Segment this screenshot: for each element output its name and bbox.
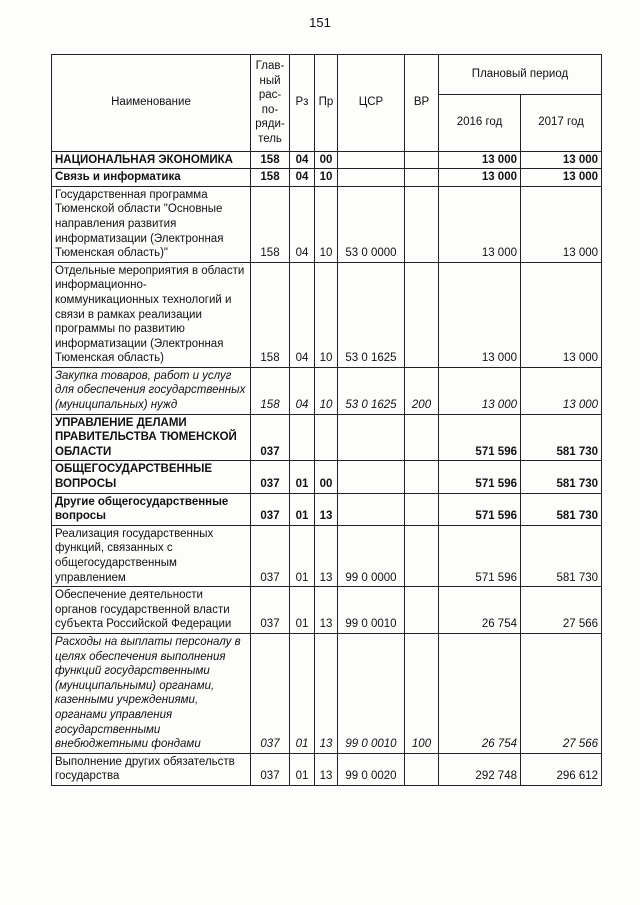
cell-csr: 99 0 0010: [338, 633, 405, 753]
header-rz: Рз: [290, 55, 315, 152]
cell-amount-2016: 13 000: [439, 262, 521, 367]
cell-amount-2017: 581 730: [521, 461, 602, 493]
cell-name: УПРАВЛЕНИЕ ДЕЛАМИ ПРАВИТЕЛЬСТВА ТЮМЕНСКОЙ ОБЛАСТИ: [52, 414, 251, 461]
cell-vr: [405, 753, 439, 785]
cell-rz: 01: [290, 587, 315, 634]
table-row: [52, 414, 602, 461]
cell-name: ОБЩЕГОСУДАРСТВЕННЫЕ ВОПРОСЫ: [52, 461, 251, 493]
cell-pr: 13: [315, 633, 338, 753]
cell-amount-2017: 27 566: [521, 633, 602, 753]
cell-chief-administrator: 158: [251, 186, 290, 262]
cell-chief-administrator: 158: [251, 262, 290, 367]
cell-amount-2016: 13 000: [439, 186, 521, 262]
cell-amount-2017: 13 000: [521, 169, 602, 187]
cell-chief-administrator: 037: [251, 753, 290, 785]
cell-amount-2016: 13 000: [439, 169, 521, 187]
header-vr: ВР: [405, 55, 439, 152]
table-row: [52, 753, 602, 785]
table-row: [52, 367, 602, 414]
cell-rz: 04: [290, 367, 315, 414]
cell-amount-2017: 296 612: [521, 753, 602, 785]
table-row: [52, 493, 602, 525]
cell-vr: [405, 151, 439, 169]
cell-csr: [338, 414, 405, 461]
cell-pr: 10: [315, 186, 338, 262]
cell-csr: [338, 493, 405, 525]
cell-chief-administrator: 037: [251, 414, 290, 461]
cell-rz: 04: [290, 151, 315, 169]
cell-csr: 99 0 0000: [338, 525, 405, 586]
table-row: [52, 525, 602, 586]
cell-pr: 13: [315, 493, 338, 525]
cell-amount-2017: 13 000: [521, 151, 602, 169]
cell-amount-2016: 571 596: [439, 525, 521, 586]
cell-chief-administrator: 037: [251, 633, 290, 753]
cell-csr: [338, 151, 405, 169]
cell-chief-administrator: 037: [251, 461, 290, 493]
cell-name: Связь и информатика: [52, 169, 251, 187]
header-plan-period: Плановый период: [439, 55, 602, 95]
cell-name: Другие общегосударственные вопросы: [52, 493, 251, 525]
cell-name: Закупка товаров, работ и услуг для обеспечения государственных (муниципальных) нужд: [52, 367, 251, 414]
cell-chief-administrator: 037: [251, 493, 290, 525]
table-row: [52, 633, 602, 753]
cell-amount-2017: 581 730: [521, 525, 602, 586]
budget-table: [51, 54, 602, 786]
cell-amount-2016: 26 754: [439, 587, 521, 634]
cell-pr: 10: [315, 169, 338, 187]
cell-name: Расходы на выплаты персоналу в целях обеспечения выполнения функций государственными (муниципальными) органами, казенными учреждениями, органами управления государственными внебюджетными фондами: [52, 633, 251, 753]
cell-amount-2016: 571 596: [439, 493, 521, 525]
cell-vr: [405, 186, 439, 262]
cell-rz: 01: [290, 753, 315, 785]
cell-name: Выполнение других обязательств государства: [52, 753, 251, 785]
cell-vr: 100: [405, 633, 439, 753]
cell-pr: 13: [315, 587, 338, 634]
cell-name: Отдельные мероприятия в области информационно-коммуникационных технологий и связи в рамках реализации программы по развитию информатизации (Электронная Тюменская область): [52, 262, 251, 367]
cell-csr: 99 0 0010: [338, 587, 405, 634]
header-chief-administrator: Глав-ный рас-по-ряди-тель: [251, 55, 290, 152]
cell-rz: 04: [290, 169, 315, 187]
cell-pr: 13: [315, 525, 338, 586]
table-row: [52, 186, 602, 262]
cell-rz: 01: [290, 633, 315, 753]
cell-rz: 04: [290, 186, 315, 262]
cell-amount-2016: 13 000: [439, 151, 521, 169]
cell-name: Государственная программа Тюменской области "Основные направления развития информатизации (Электронная Тюменская область)": [52, 186, 251, 262]
table-row: [52, 587, 602, 634]
cell-rz: 04: [290, 262, 315, 367]
header-year-2016: 2016 год: [439, 94, 521, 151]
cell-pr: 10: [315, 262, 338, 367]
cell-rz: 01: [290, 461, 315, 493]
cell-vr: [405, 493, 439, 525]
cell-amount-2017: 581 730: [521, 493, 602, 525]
cell-rz: 01: [290, 525, 315, 586]
cell-chief-administrator: 037: [251, 525, 290, 586]
header-csr: ЦСР: [338, 55, 405, 152]
cell-amount-2017: 13 000: [521, 367, 602, 414]
cell-amount-2017: 13 000: [521, 186, 602, 262]
cell-rz: 01: [290, 493, 315, 525]
cell-pr: 00: [315, 151, 338, 169]
cell-amount-2017: 581 730: [521, 414, 602, 461]
cell-name: НАЦИОНАЛЬНАЯ ЭКОНОМИКА: [52, 151, 251, 169]
table-body: [52, 151, 602, 785]
cell-amount-2017: 27 566: [521, 587, 602, 634]
cell-amount-2016: 26 754: [439, 633, 521, 753]
cell-pr: [315, 414, 338, 461]
cell-csr: [338, 169, 405, 187]
table-row: [52, 461, 602, 493]
cell-vr: [405, 169, 439, 187]
cell-csr: [338, 461, 405, 493]
page-number: 151: [309, 15, 331, 30]
cell-chief-administrator: 158: [251, 367, 290, 414]
cell-csr: 53 0 1625: [338, 367, 405, 414]
cell-vr: [405, 525, 439, 586]
header-pr: Пр: [315, 55, 338, 152]
cell-amount-2016: 571 596: [439, 414, 521, 461]
table-row: [52, 169, 602, 187]
cell-amount-2016: 571 596: [439, 461, 521, 493]
cell-chief-administrator: 158: [251, 151, 290, 169]
cell-amount-2017: 13 000: [521, 262, 602, 367]
cell-pr: 10: [315, 367, 338, 414]
cell-vr: 200: [405, 367, 439, 414]
cell-name: Обеспечение деятельности органов государственной власти субъекта Российской Федерации: [52, 587, 251, 634]
cell-csr: 99 0 0020: [338, 753, 405, 785]
cell-vr: [405, 414, 439, 461]
cell-vr: [405, 461, 439, 493]
cell-rz: [290, 414, 315, 461]
cell-name: Реализация государственных функций, связанных с общегосударственным управлением: [52, 525, 251, 586]
cell-pr: 00: [315, 461, 338, 493]
cell-csr: 53 0 0000: [338, 186, 405, 262]
cell-vr: [405, 262, 439, 367]
cell-chief-administrator: 037: [251, 587, 290, 634]
cell-pr: 13: [315, 753, 338, 785]
cell-chief-administrator: 158: [251, 169, 290, 187]
cell-vr: [405, 587, 439, 634]
cell-amount-2016: 13 000: [439, 367, 521, 414]
header-name: Наименование: [52, 55, 251, 152]
table-row: [52, 151, 602, 169]
table-row: [52, 262, 602, 367]
cell-amount-2016: 292 748: [439, 753, 521, 785]
cell-csr: 53 0 1625: [338, 262, 405, 367]
header-year-2017: 2017 год: [521, 94, 602, 151]
